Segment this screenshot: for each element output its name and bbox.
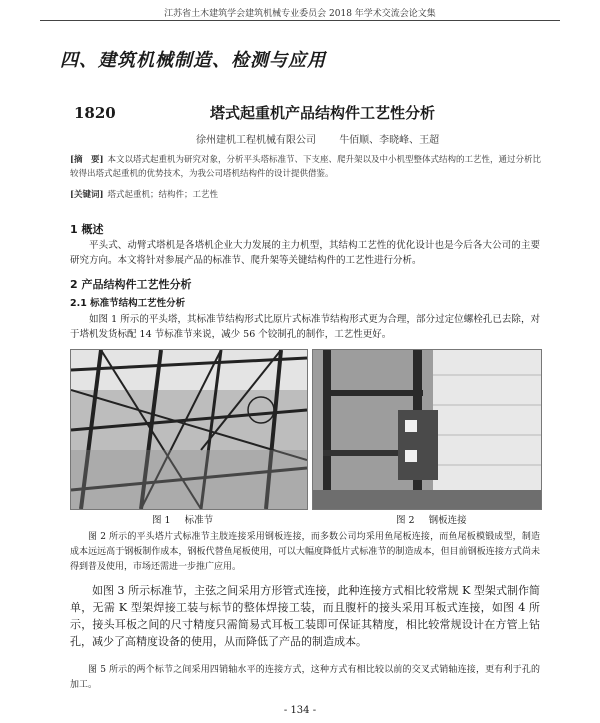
header-divider bbox=[40, 20, 560, 21]
figure-1-photo bbox=[71, 350, 307, 509]
figure-1-label: 标准节 bbox=[184, 515, 214, 526]
paragraph-figure-5: 图 5 所示的两个标节之间采用四销轴水平的连接方式，这种方式有相比较以前的交叉式销轴连接，更有利于孔的加工。 bbox=[70, 665, 540, 690]
authors: 牛佰顺、李晓峰、王超 bbox=[339, 135, 440, 146]
running-header: 江苏省土木建筑学会建筑机械专业委员会 2018 年学术交流会论文集 bbox=[164, 9, 436, 19]
authors-line bbox=[196, 131, 439, 146]
figure-standard-section bbox=[70, 349, 308, 510]
keywords-text: 塔式起重机；结构件；工艺性 bbox=[107, 190, 219, 200]
abstract bbox=[70, 153, 542, 181]
heading-overview: 1 概述 bbox=[70, 223, 104, 236]
section-banner: 四、建筑机械制造、检测与应用 bbox=[60, 50, 326, 71]
figure-2-number: 图 2 bbox=[396, 515, 415, 526]
figure-1-number: 图 1 bbox=[152, 515, 171, 526]
page-number: - 134 - bbox=[283, 705, 317, 716]
abstract-label: [摘 要] bbox=[70, 155, 104, 165]
keywords-label: [关键词] bbox=[70, 190, 104, 200]
figure-steel-plate-connection bbox=[312, 349, 542, 510]
figure-2-photo bbox=[313, 350, 541, 509]
paragraph-figure-2: 图 2 所示的平头塔片式标准节主肢连接采用钢板连接，而多数公司均采用鱼尾板连接，而鱼尾板模锻成型，制造成本远远高于钢板制作成本，钢板代替鱼尾板使用，可以大幅度降低片式标准节的制造成本，但目前钢板连接方式尚未得到普及使用，市场还需进一步推广应用。 bbox=[70, 532, 540, 572]
figure-2-caption bbox=[396, 512, 467, 526]
figure-2-label: 钢板连接 bbox=[428, 515, 467, 526]
paragraph-figure-3: 如图 3 所示标准节，主弦之间采用方形管式连接，此种连接方式相比较常规 K 型架式制作简单，无需 K 型架焊接工装与标节的整体焊接工装，而且腹杆的接头采用耳板式连接，如图 4 所示，接头耳板之间的尺寸精度只需简易式耳板工装即可保证其精度，相比较常规设计在方管上钻孔，减少了高精度设备的使用，从而降低了产品的制造成本。 bbox=[70, 584, 540, 648]
paragraph-overview: 平头式、动臂式塔机是各塔机企业大力发展的主力机型，其结构工艺性的优化设计也是今后各大公司的主要研究方向。本文将针对参展产品的标准节、爬升架等关键结构件的工艺性进行分析。 bbox=[70, 240, 540, 266]
heading-structure-analysis: 2 产品结构件工艺性分析 bbox=[70, 278, 192, 291]
keywords bbox=[70, 188, 542, 200]
affiliation: 徐州建机工程机械有限公司 bbox=[196, 135, 316, 146]
figure-1-caption bbox=[152, 512, 213, 526]
paper-number: 1820 bbox=[74, 104, 116, 122]
heading-standard-section: 2.1 标准节结构工艺性分析 bbox=[70, 298, 186, 309]
abstract-text: 本文以塔式起重机为研究对象，分析平头塔标准节、下支座、爬升架以及中小机型整体式结构的工艺性，通过分析比较得出塔式起重机的优势技术，为我公司塔机结构件的设计提供借鉴。 bbox=[70, 155, 542, 179]
paragraph-standard-section: 如图 1 所示的平头塔，其标准节结构形式比原片式标准节结构形式更为合理，部分过定位螺栓孔已去除，对于塔机发货标配 14 节标准节来说，减少 56 个铰制孔的制作，工艺性更好。 bbox=[70, 314, 540, 340]
paper-title: 塔式起重机产品结构件工艺性分析 bbox=[210, 104, 436, 122]
